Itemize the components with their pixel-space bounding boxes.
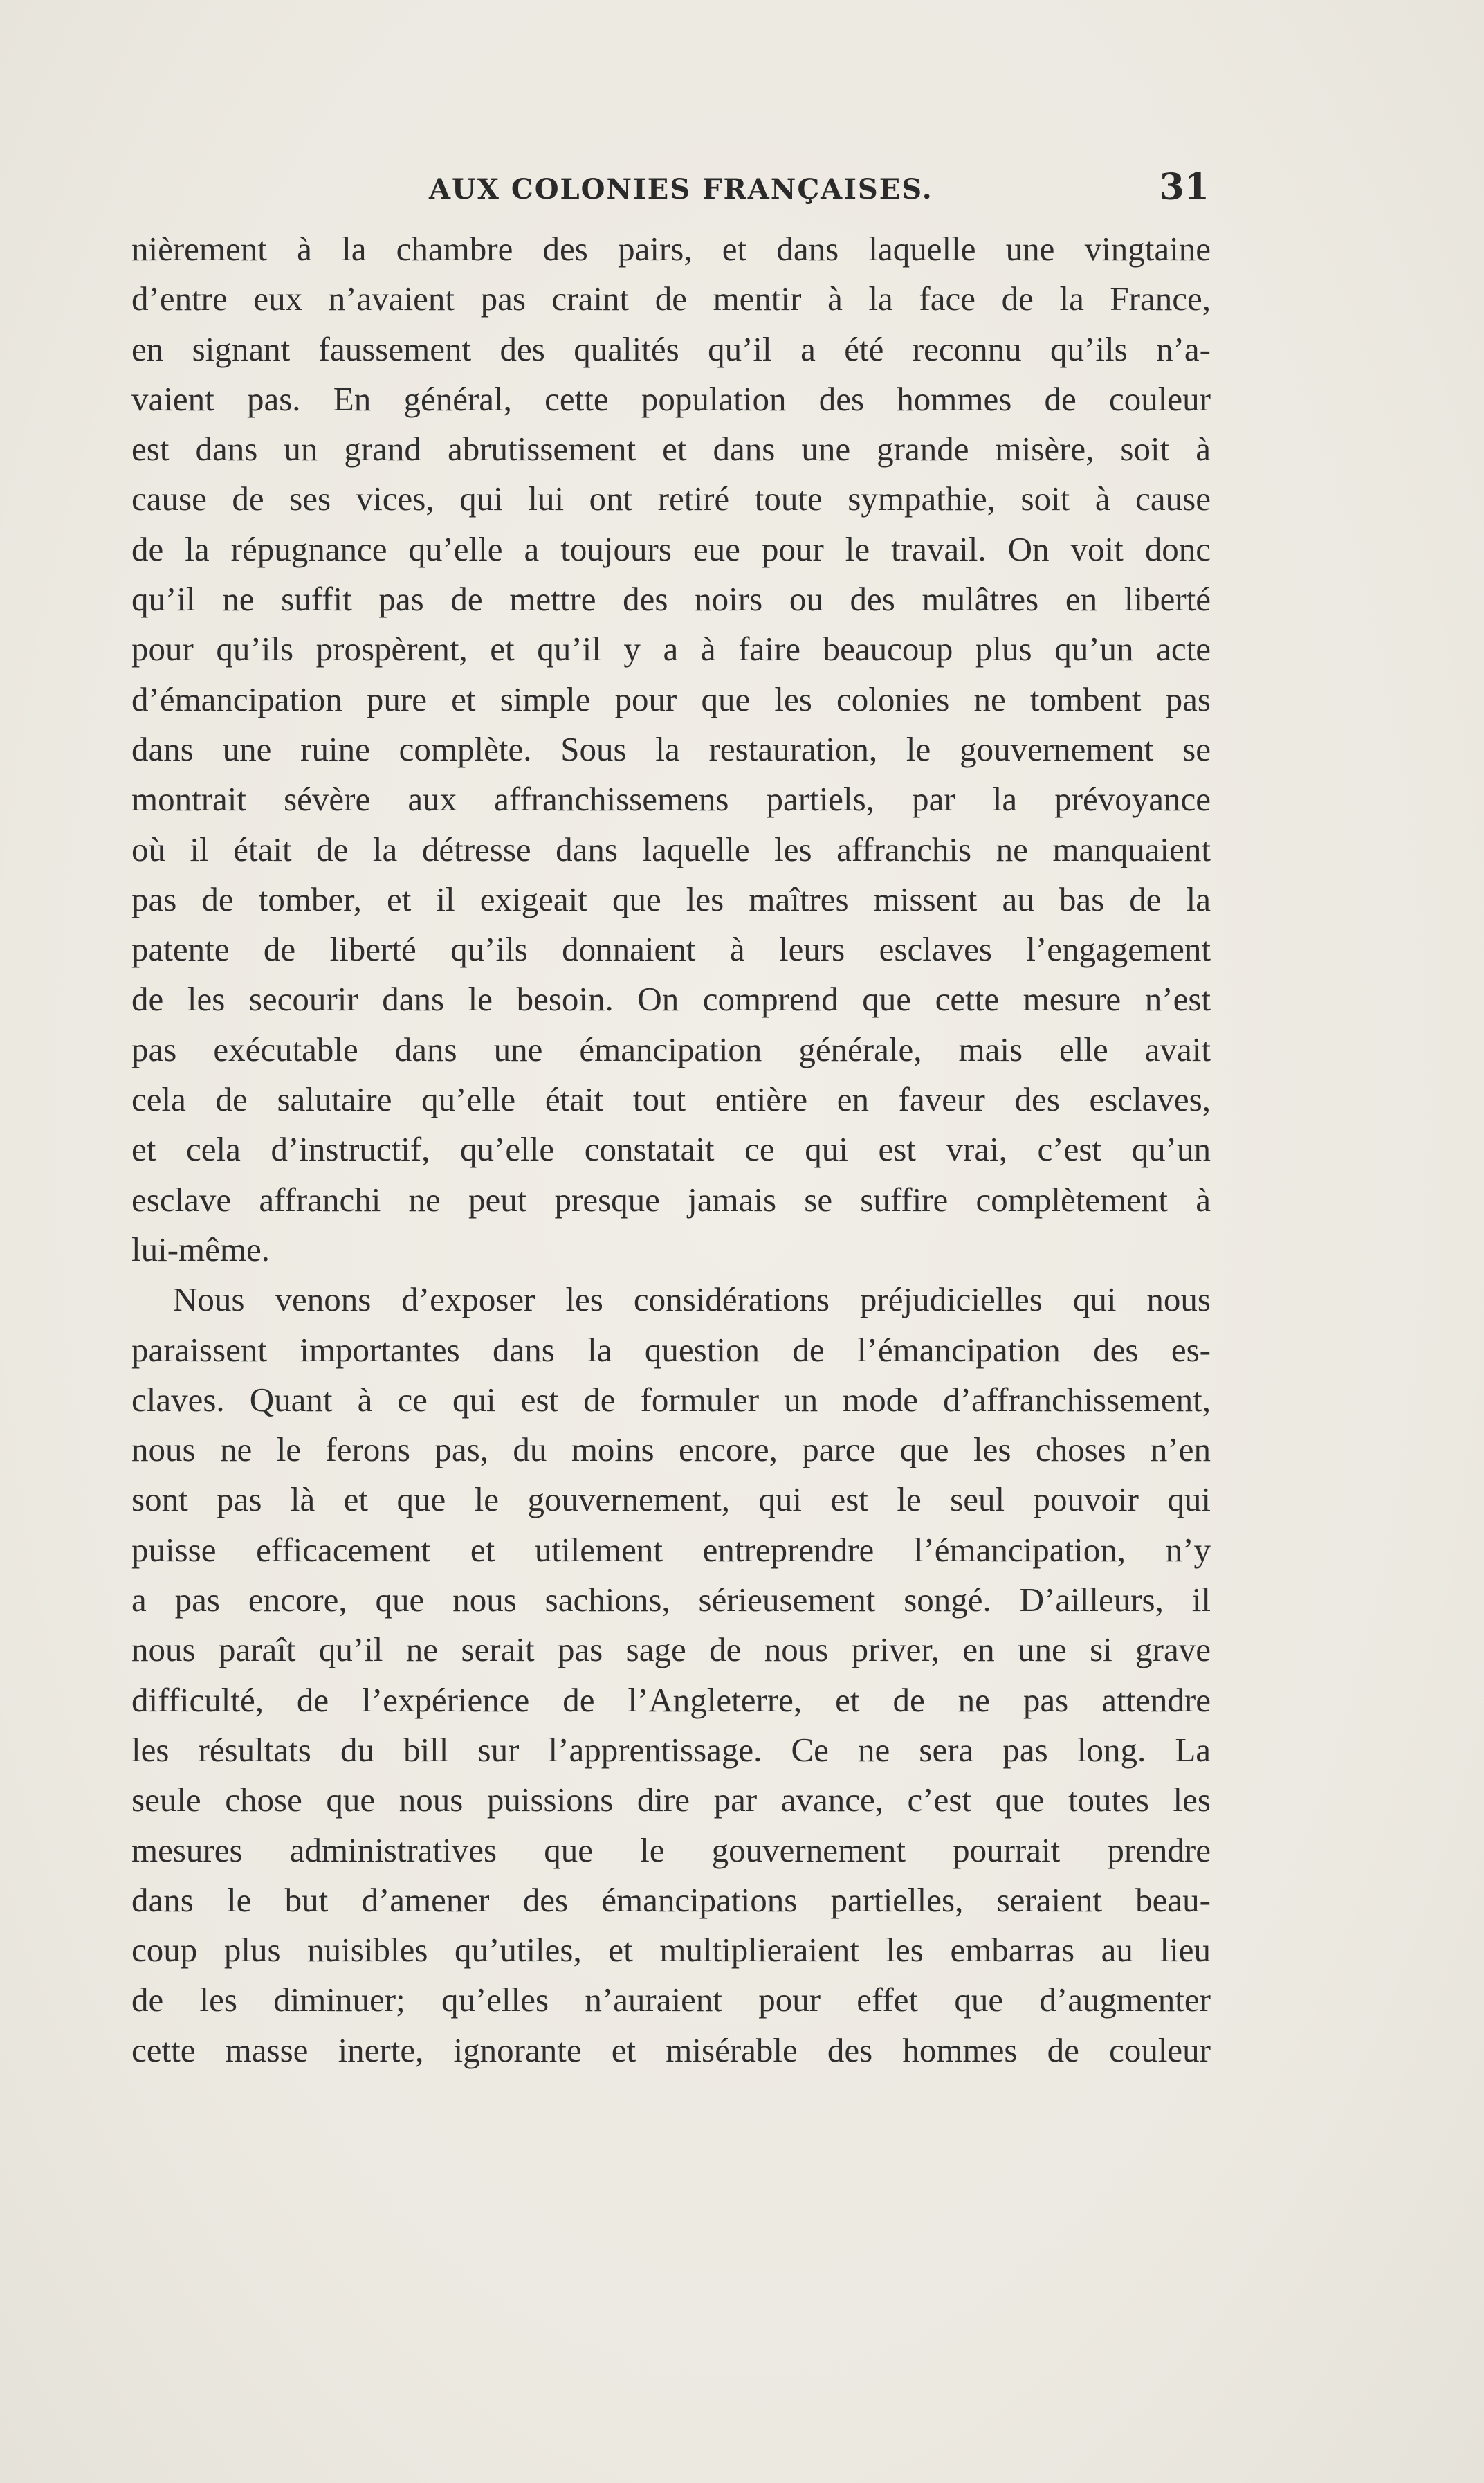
text-line: a pas encore, que nous sachions, sérieusement songé. D’ailleurs, il: [131, 1581, 1211, 1619]
paragraph-start-line: Nous venons d’exposer les considérations préjudicielles qui nous: [173, 1280, 1211, 1319]
text-line: est dans un grand abrutissement et dans une grande misère, soit à: [131, 430, 1211, 469]
text-line: d’émancipation pure et simple pour que les colonies ne tombent pas: [131, 680, 1211, 718]
text-line: qu’il ne suffit pas de mettre des noirs ou des mulâtres en liberté: [131, 580, 1211, 619]
running-head: AUX COLONIES FRANÇAISES.: [429, 173, 933, 206]
text-line: difficulté, de l’expérience de l’Angleterre, et de ne pas attendre: [131, 1680, 1211, 1719]
text-line: claves. Quant à ce qui est de formuler un mode d’affranchissement,: [131, 1380, 1211, 1419]
text-line: puisse efficacement et utilement entreprendre l’émancipation, n’y: [131, 1530, 1211, 1569]
paragraph-end-line: lui-même.: [131, 1230, 271, 1268]
text-line: pour qu’ils prospèrent, et qu’il y a à faire beaucoup plus qu’un acte: [131, 630, 1211, 668]
text-line: cela de salutaire qu’elle était tout entière en faveur des esclaves,: [131, 1080, 1211, 1119]
text-line: sont pas là et que le gouvernement, qui est le seul pouvoir qui: [131, 1480, 1211, 1519]
text-line: nous ne le ferons pas, du moins encore, parce que les choses n’en: [131, 1430, 1211, 1469]
text-line: de la répugnance qu’elle a toujours eue pour le travail. On voit donc: [131, 529, 1211, 568]
text-line: paraissent importantes dans la question de l’émancipation des es-: [131, 1330, 1211, 1369]
text-line: vaient pas. En général, cette population des hommes de couleur: [131, 379, 1211, 418]
text-line: pas exécutable dans une émancipation générale, mais elle avait: [131, 1030, 1211, 1068]
text-line: d’entre eux n’avaient pas craint de mentir à la face de la France,: [131, 280, 1211, 318]
text-line: où il était de la détresse dans laquelle les affranchis ne manquaient: [131, 830, 1211, 868]
text-line: et cela d’instructif, qu’elle constatait ce qui est vrai, c’est qu’un: [131, 1130, 1211, 1169]
text-line: cause de ses vices, qui lui ont retiré toute sympathie, soit à cause: [131, 480, 1211, 518]
text-line: pas de tomber, et il exigeait que les maîtres missent au bas de la: [131, 880, 1211, 918]
page-number: 31: [1159, 166, 1209, 208]
body-text: [131, 224, 1211, 2075]
text-line: montrait sévère aux affranchissemens partiels, par la prévoyance: [131, 780, 1211, 819]
text-line: nièrement à la chambre des pairs, et dans laquelle une vingtaine: [131, 230, 1211, 268]
text-line: de les diminuer; qu’elles n’auraient pour effet que d’augmenter: [131, 1981, 1211, 2019]
text-line: les résultats du bill sur l’apprentissage. Ce ne sera pas long. La: [131, 1730, 1211, 1769]
text-line: esclave affranchi ne peut presque jamais se suffire complètement à: [131, 1180, 1211, 1219]
text-line: mesures administratives que le gouvernement pourrait prendre: [131, 1830, 1211, 1869]
text-line: de les secourir dans le besoin. On comprend que cette mesure n’est: [131, 980, 1211, 1019]
text-line: seule chose que nous puissions dire par avance, c’est que toutes les: [131, 1781, 1211, 1819]
text-line: coup plus nuisibles qu’utiles, et multiplieraient les embarras au lieu: [131, 1931, 1211, 1970]
text-line: nous paraît qu’il ne serait pas sage de nous priver, en une si grave: [131, 1630, 1211, 1669]
text-line: dans le but d’amener des émancipations partielles, seraient beau-: [131, 1880, 1211, 1919]
page-header: [131, 163, 1211, 219]
text-line: patente de liberté qu’ils donnaient à leurs esclaves l’engagement: [131, 930, 1211, 969]
text-line: en signant faussement des qualités qu’il a été reconnu qu’ils n’a-: [131, 329, 1211, 368]
text-line: cette masse inerte, ignorante et misérable des hommes de couleur: [131, 2030, 1211, 2069]
text-line: dans une ruine complète. Sous la restauration, le gouvernement se: [131, 729, 1211, 768]
